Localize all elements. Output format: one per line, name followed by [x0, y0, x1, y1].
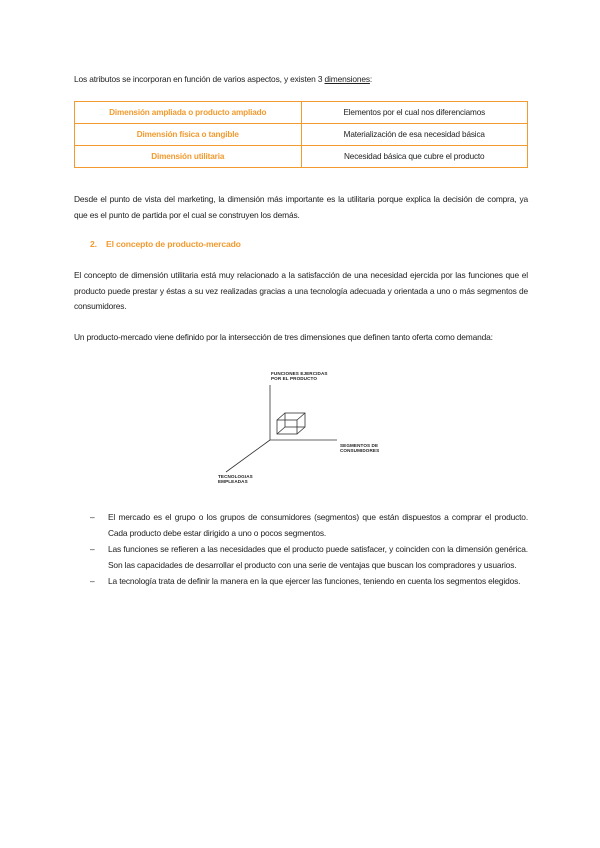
- paragraph-concept: El concepto de dimensión utilitaria está muy relacionado a la satisfacción de una necesidad ejercida por las funciones que el producto puede prestar y éstas a su vez realizadas gracias a una tecnología adecuada y orientada a uno o más segmentos de consumidores.: [74, 270, 528, 311]
- intro-colon: :: [369, 74, 373, 84]
- technologies-axis-label: TECNOLOGIAS EMPLEADAS: [218, 474, 253, 485]
- segments-axis-label: SEGMENTOS DE CONSUMIDORES: [340, 443, 380, 454]
- paragraph-intersection: Un producto-mercado viene definido por la intersección de tres dimensiones que definen tanto oferta como demanda:: [74, 332, 493, 342]
- description-cell: Necesidad básica que cubre el producto: [301, 146, 528, 168]
- description-cell: Materialización de esa necesidad básica: [301, 124, 528, 146]
- dash-bullet: –: [90, 576, 95, 586]
- dimension-cell: Dimensión utilitaria: [75, 146, 302, 168]
- list-item: [90, 574, 528, 590]
- functions-axis-label: FUNCIONES EJERCIDAS POR EL PRODUCTO: [271, 371, 328, 382]
- list-item: [90, 510, 528, 541]
- section-title: El concepto de producto-mercado: [106, 239, 241, 249]
- list-item: [90, 542, 528, 573]
- description-cell: Elementos por el cual nos diferenciamos: [301, 102, 528, 124]
- section-number: 2.: [90, 239, 97, 249]
- dimensiones-link[interactable]: dimensiones: [324, 74, 370, 84]
- paragraph-utilitaria: Desde el punto de vista del marketing, la dimensión más importante es la utilitaria porque explica la decisión de compra, ya que es el punto de partida por el cual se construyen los demás.: [74, 194, 528, 220]
- dash-bullet: –: [90, 512, 95, 522]
- bullet-list: [90, 510, 528, 591]
- bullet-text: El mercado es el grupo o los grupos de consumidores (segmentos) que están dispuestos a comprar el producto. Cada producto debe estar dirigido a uno o pocos segmentos.: [108, 512, 528, 538]
- bullet-text: La tecnología trata de definir la manera en la que ejercer las funciones, teniendo en cuenta los segmentos elegidos.: [108, 576, 521, 586]
- bullet-text: Las funciones se refieren a las necesidades que el producto puede satisfacer, y coinciden con la dimensión genérica. Son las capacidades de desarrollar el producto con una serie de ventajas que buscan los compradores y usuarios.: [108, 544, 528, 570]
- dimension-cell: Dimensión física o tangible: [75, 124, 302, 146]
- cube-icon: [277, 413, 305, 434]
- intro-text: Los atributos se incorporan en función de varios aspectos, y existen 3: [74, 74, 325, 84]
- technologies-axis: [226, 440, 270, 472]
- dimension-cell: Dimensión ampliada o producto ampliado: [75, 102, 302, 124]
- dash-bullet: –: [90, 544, 95, 554]
